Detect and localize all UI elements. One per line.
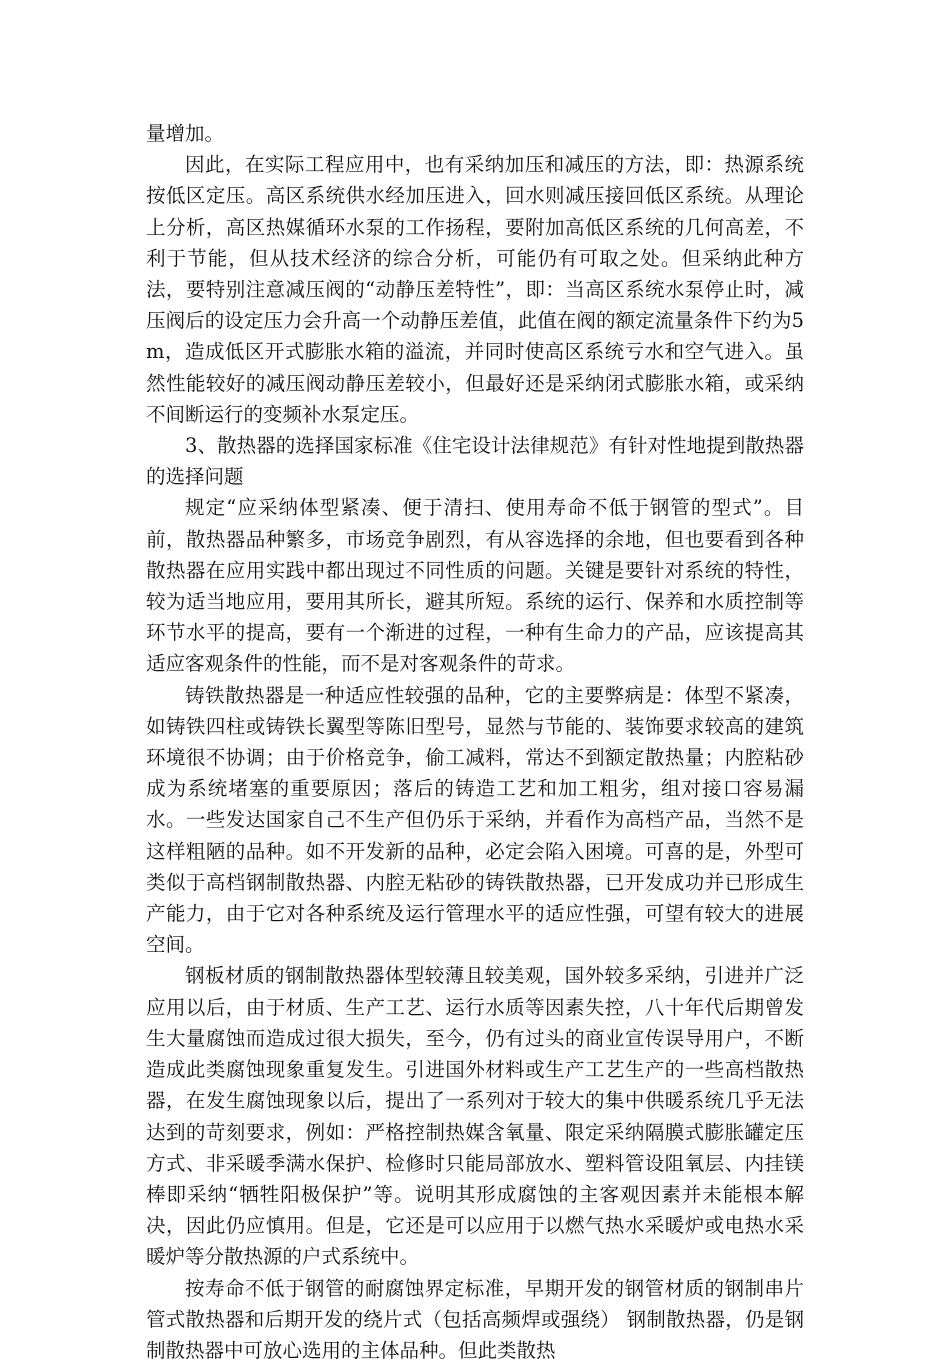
paragraph-continuation: 量增加。 bbox=[146, 122, 225, 145]
paragraph-pressure-method: 因此，在实际工程应用中，也有采纳加压和减压的方法，即：热源系统按低区定压。高区系统供水经加压进入，回水则减压接回低区系统。从理论上分析，高区热媒循环水泵的工作扬程，要附加高低区系统的几何高差，不利于节能，但从技术经济的综合分析，可能仍有可取之处。但采纳此种方法，要特别注意减压阀的“动静压差特性”，即：当高区系统水泵停止时，减压阀后的设定压力会升高一个动静压差值，此值在阀的额定流量条件下约为5m，造成低区开式膨胀水箱的溢流，并同时使高区系统亏水和空气进入。虽然性能较好的减压阀动静压差较小，但最好还是采纳闭式膨胀水箱，或采纳不间断运行的变频补水泵定压。 bbox=[146, 153, 804, 426]
paragraph-cast-iron: 铸铁散热器是一种适应性较强的品种，它的主要弊病是：体型不紧凑，如铸铁四柱或铸铁长翼型等陈旧型号，显然与节能的、装饰要求较高的建筑环境很不协调；由于价格竞争，偷工减料，常达不到额定散热量；内腔粘砂成为系统堵塞的重要原因；落后的铸造工艺和加工粗劣，组对接口容易漏水。一些发达国家自己不生产但仍乐于采纳，并看作为高档产品，当然不是这样粗陋的品种。如不开发新的品种，必定会陷入困境。可喜的是，外型可类似于高档钢制散热器、内腔无粘砂的铸铁散热器，已开发成功并已形成生产能力，由于它对各种系统及运行管理水平的适应性强，可望有较大的进展空间。 bbox=[146, 683, 804, 957]
paragraph-steel-tube: 按寿命不低于钢管的耐腐蚀界定标准，早期开发的钢管材质的钢制串片管式散热器和后期开发的绕片式（包括高频焊或强绕） 钢制散热器，仍是钢制散热器中可放心选用的主体品种。但此类散热 bbox=[146, 1276, 804, 1362]
paragraph-steel-plate: 钢板材质的钢制散热器体型较薄且较美观，国外较多采纳，引进并广泛应用以后，由于材质、生产工艺、运行水质等因素失控，八十年代后期曾发生大量腐蚀而造成过很大损失，至今，仍有过头的商业宣传误导用户，不断造成此类腐蚀现象重复发生。引进国外材料或生产工艺生产的一些高档散热器，在发生腐蚀现象以后，提出了一系列对于较大的集中供暖系统几乎无法达到的苛刻要求，例如：严格控制热媒含氧量、限定采纳隔膜式膨胀罐定压方式、非采暖季满水保护、检修时只能局部放水、塑料管设阻氧层、内挂镁棒即采纳“牺牲阳极保护”等。说明其形成腐蚀的主客观因素并未能根本解决，因此仍应慎用。但是，它还是可以应用于以燃气热水采暖炉或电热水采暖炉等分散热源的户式系统中。 bbox=[146, 964, 804, 1269]
paragraph-section-heading: 3、散热器的选择国家标准《住宅设计法律规范》有针对性地提到散热器的选择问题 bbox=[146, 434, 804, 489]
paragraph-regulation: 规定“应采纳体型紧凑、便于清扫、使用寿命不低于钢管的型式”。目前，散热器品种繁多，市场竞争剧烈，有从容选择的余地，但也要看到各种散热器在应用实践中都出现过不同性质的问题。关键是要针对系统的特性，较为适当地应用，要用其所长，避其所短。系统的运行、保养和水质控制等环节水平的提高，要有一个渐进的过程，一种有生命力的产品，应该提高其适应客观条件的性能，而不是对客观条件的苛求。 bbox=[146, 496, 804, 676]
document-page bbox=[146, 118, 804, 1366]
